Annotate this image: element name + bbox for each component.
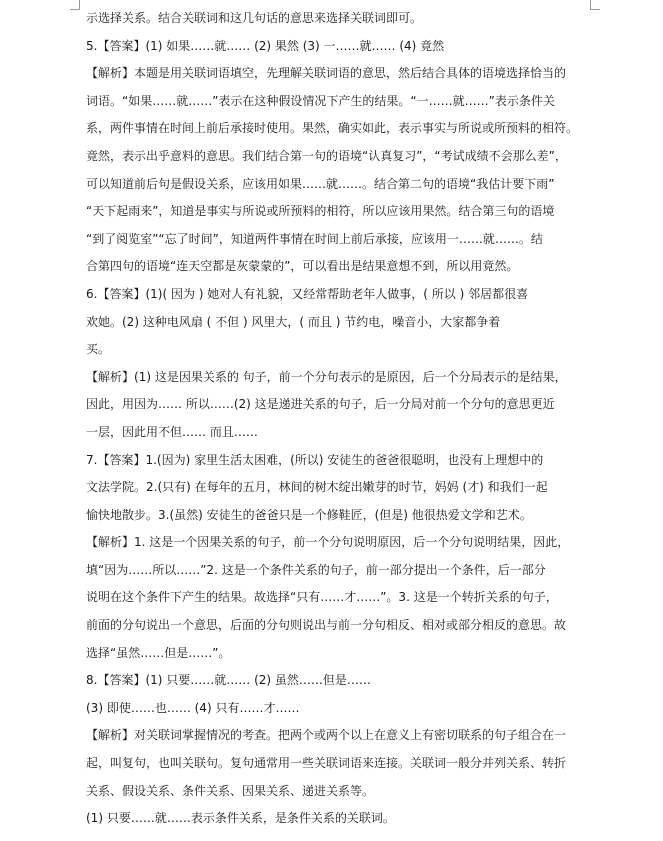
text-line: 前面的分句说出一个意思，后面的分句则说出与前一分句相反、相对或部分相反的意思。故 — [86, 618, 567, 633]
answer-7: 7.【答案】1.(因为) 家里生活太困难，(所以) 安徒生的爸爸很聪明，也没有上理想中的 — [86, 452, 544, 467]
text-line: 说明在这个条件下产生的结果。故选择“只有……才……”。3. 这是一个转折关系的句子， — [86, 590, 558, 605]
text-line: 欢她。(2) 这种电风扇 ( 不但 ) 风里大，( 而且 ) 节约电，噪音小，大家都争着 — [86, 314, 501, 329]
analysis-6: 【解析】(1) 这是因果关系的 句子，前一个分句表示的是原因，后一个分局表示的是结果， — [86, 369, 567, 384]
text-line: 因此，用因为…… 所以……(2) 这是递进关系的句子，后一分局对前一个分句的意思更近 — [86, 397, 555, 412]
text-line: 合第四句的语境“连天空都是灰蒙蒙的”，可以看出是结果意想不到，所以用竟然。 — [86, 259, 519, 274]
analysis-7: 【解析】1. 这是一个因果关系的句子，前一个分句说明原因，后一个分句说明结果，因此， — [86, 535, 570, 550]
text-line: 关系、假设关系、条件关系、因果关系、递进关系等。 — [86, 783, 375, 798]
answer-8: 8.【答案】(1) 只要……就…… (2) 虽然……但是…… — [86, 673, 371, 688]
text-line: 愉快地散步。3.(虽然) 安徒生的爸爸只是一个修鞋匠，(但是) 他很热爱文学和艺术。 — [86, 507, 532, 522]
text-line: 系，两件事情在时间上前后承接时使用。果然，确实如此，表示事实与所说或所预料的相符。 — [86, 121, 579, 136]
text-line: 示选择关系。结合关联词和这几句话的意思来选择关联词即可。 — [86, 11, 423, 25]
text-line: 选择“虽然……但是……”。 — [86, 645, 231, 660]
answer-6: 6.【答案】(1)( 因为 ) 她对人有礼貌，又经常帮助老年人做事，( 所以 ) 邻居都很喜 — [86, 286, 529, 301]
document-page — [86, 5, 586, 833]
text-line: 填“因为……所以……”2. 这是一个条件关系的句子，前一部分提出一个条件，后一部分 — [86, 562, 546, 577]
text-line: “天下起雨来”，知道是事实与所说或所预料的相符，所以应该用果然。结合第三句的语境 — [86, 204, 555, 219]
text-line: (3) 即使……也…… (4) 只有……才…… — [86, 700, 300, 715]
text-line: 可以知道前后句是假设关系，应该用如果……就……。结合第二句的语境“我估计要下雨” — [86, 176, 555, 191]
answer-5: 5.【答案】(1) 如果……就…… (2) 果然 (3) 一……就…… (4) 竟然 — [86, 38, 445, 53]
text-line: 一层，因此用不但…… 而且…… — [86, 424, 258, 439]
text-line: (1) 只要……就……表示条件关系，是条件关系的关联词。 — [86, 811, 395, 826]
page-corner-mark-right — [590, 0, 600, 10]
text-line: 起，叫复句，也叫关联句。复句通常用一些关联词语来连接。关联词一般分并列关系、转折 — [86, 756, 567, 771]
analysis-8: 【解析】对关联词掌握情况的考查。把两个或两个以上在意义上有密切联系的句子组合在一 — [86, 728, 567, 743]
text-line: 买。 — [86, 342, 111, 357]
text-line: “到了阅览室”“忘了时间”，知道两件事情在时间上前后承接，应该用一……就……。结 — [86, 231, 543, 246]
text-line: 竟然，表示出乎意料的意思。我们结合第一句的语境“认真复习”，“考试成绩不会那么差”， — [86, 148, 567, 163]
analysis-5: 【解析】本题是用关联词语填空，先理解关联词语的意思，然后结合具体的语境选择恰当的 — [86, 66, 567, 81]
page-corner-mark-left — [70, 0, 80, 10]
text-line: 词语。“如果……就……”表示在这种假设情况下产生的结果。“一……就……”表示条件关 — [86, 93, 555, 108]
text-line: 文法学院。2.(只有) 在每年的五月，林间的树木绽出嫩芽的时节，妈妈 (才) 和我们一起 — [86, 480, 548, 495]
